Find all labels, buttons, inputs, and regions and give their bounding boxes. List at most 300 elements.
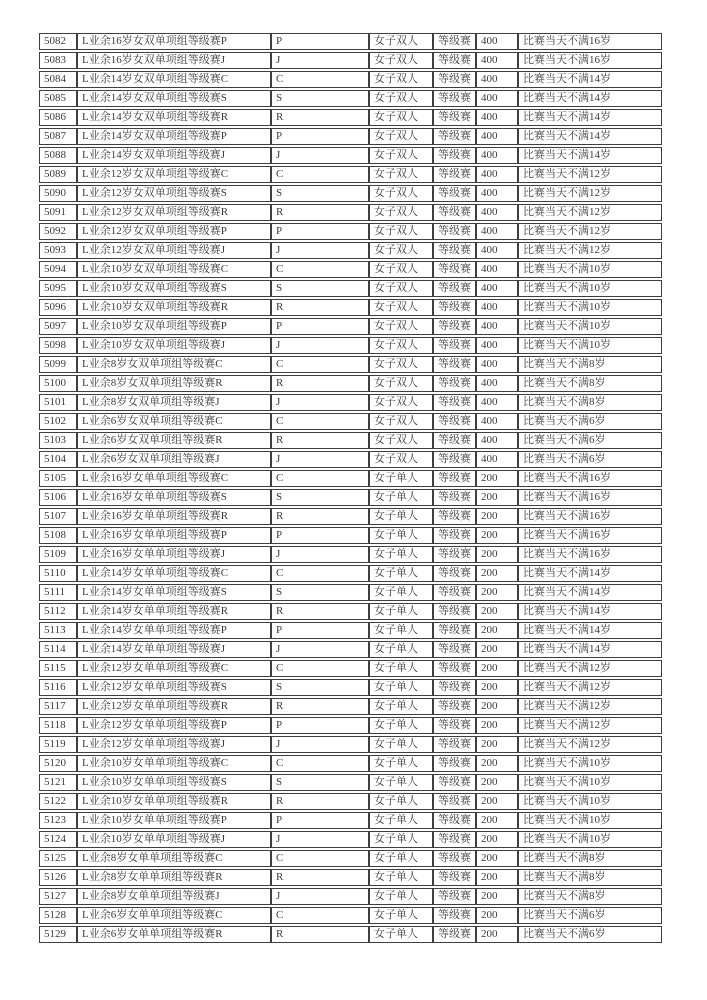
fee-cell: 200 <box>476 755 518 772</box>
level-code-cell: C <box>271 71 369 88</box>
category-cell: 女子单人 <box>369 546 433 563</box>
event-id-cell: 5122 <box>39 793 77 810</box>
event-name-cell: L业余12岁女单单项组等级赛S <box>77 679 271 696</box>
event-type-cell: 等级赛 <box>433 147 476 164</box>
table-row <box>39 185 662 202</box>
event-id-cell: 5118 <box>39 717 77 734</box>
category-cell: 女子双人 <box>369 451 433 468</box>
event-name-cell: L业余12岁女双单项组等级赛J <box>77 242 271 259</box>
age-requirement-cell: 比赛当天不满14岁 <box>518 90 662 107</box>
age-requirement-cell: 比赛当天不满10岁 <box>518 337 662 354</box>
event-id-cell: 5100 <box>39 375 77 392</box>
age-requirement-cell: 比赛当天不满10岁 <box>518 793 662 810</box>
event-type-cell: 等级赛 <box>433 679 476 696</box>
fee-cell: 200 <box>476 736 518 753</box>
level-code-cell: C <box>271 850 369 867</box>
category-cell: 女子单人 <box>369 831 433 848</box>
level-code-cell: J <box>271 641 369 658</box>
fee-cell: 400 <box>476 261 518 278</box>
category-cell: 女子单人 <box>369 489 433 506</box>
event-type-cell: 等级赛 <box>433 337 476 354</box>
event-name-cell: L业余14岁女双单项组等级赛S <box>77 90 271 107</box>
fee-cell: 400 <box>476 375 518 392</box>
level-code-cell: J <box>271 394 369 411</box>
event-id-cell: 5091 <box>39 204 77 221</box>
fee-cell: 200 <box>476 869 518 886</box>
age-requirement-cell: 比赛当天不满10岁 <box>518 774 662 791</box>
level-code-cell: R <box>271 204 369 221</box>
category-cell: 女子双人 <box>369 90 433 107</box>
fee-cell: 400 <box>476 223 518 240</box>
events-table <box>39 31 662 945</box>
event-name-cell: L业余16岁女单单项组等级赛C <box>77 470 271 487</box>
event-type-cell: 等级赛 <box>433 831 476 848</box>
event-name-cell: L业余6岁女双单项组等级赛C <box>77 413 271 430</box>
table-row <box>39 622 662 639</box>
event-name-cell: L业余16岁女单单项组等级赛S <box>77 489 271 506</box>
event-type-cell: 等级赛 <box>433 318 476 335</box>
category-cell: 女子单人 <box>369 641 433 658</box>
event-id-cell: 5111 <box>39 584 77 601</box>
table-row <box>39 299 662 316</box>
event-type-cell: 等级赛 <box>433 717 476 734</box>
age-requirement-cell: 比赛当天不满12岁 <box>518 223 662 240</box>
table-row <box>39 888 662 905</box>
event-type-cell: 等级赛 <box>433 565 476 582</box>
age-requirement-cell: 比赛当天不满16岁 <box>518 527 662 544</box>
event-type-cell: 等级赛 <box>433 109 476 126</box>
age-requirement-cell: 比赛当天不满8岁 <box>518 394 662 411</box>
event-id-cell: 5108 <box>39 527 77 544</box>
event-type-cell: 等级赛 <box>433 166 476 183</box>
age-requirement-cell: 比赛当天不满14岁 <box>518 71 662 88</box>
event-type-cell: 等级赛 <box>433 356 476 373</box>
category-cell: 女子单人 <box>369 793 433 810</box>
age-requirement-cell: 比赛当天不满12岁 <box>518 242 662 259</box>
age-requirement-cell: 比赛当天不满14岁 <box>518 584 662 601</box>
age-requirement-cell: 比赛当天不满12岁 <box>518 660 662 677</box>
event-type-cell: 等级赛 <box>433 850 476 867</box>
fee-cell: 200 <box>476 698 518 715</box>
event-id-cell: 5128 <box>39 907 77 924</box>
event-name-cell: L业余14岁女双单项组等级赛P <box>77 128 271 145</box>
category-cell: 女子单人 <box>369 812 433 829</box>
event-name-cell: L业余14岁女单单项组等级赛P <box>77 622 271 639</box>
category-cell: 女子双人 <box>369 71 433 88</box>
table-row <box>39 90 662 107</box>
event-type-cell: 等级赛 <box>433 90 476 107</box>
level-code-cell: R <box>271 603 369 620</box>
category-cell: 女子单人 <box>369 717 433 734</box>
event-name-cell: L业余12岁女单单项组等级赛R <box>77 698 271 715</box>
age-requirement-cell: 比赛当天不满16岁 <box>518 489 662 506</box>
event-type-cell: 等级赛 <box>433 508 476 525</box>
level-code-cell: P <box>271 622 369 639</box>
fee-cell: 400 <box>476 242 518 259</box>
age-requirement-cell: 比赛当天不满10岁 <box>518 299 662 316</box>
fee-cell: 200 <box>476 850 518 867</box>
table-row <box>39 774 662 791</box>
age-requirement-cell: 比赛当天不满12岁 <box>518 736 662 753</box>
event-type-cell: 等级赛 <box>433 204 476 221</box>
level-code-cell: S <box>271 280 369 297</box>
table-row <box>39 451 662 468</box>
fee-cell: 200 <box>476 907 518 924</box>
event-name-cell: L业余10岁女单单项组等级赛J <box>77 831 271 848</box>
level-code-cell: R <box>271 299 369 316</box>
category-cell: 女子单人 <box>369 527 433 544</box>
event-type-cell: 等级赛 <box>433 432 476 449</box>
table-row <box>39 584 662 601</box>
event-name-cell: L业余12岁女双单项组等级赛R <box>77 204 271 221</box>
category-cell: 女子单人 <box>369 888 433 905</box>
age-requirement-cell: 比赛当天不满14岁 <box>518 128 662 145</box>
event-id-cell: 5127 <box>39 888 77 905</box>
table-row <box>39 280 662 297</box>
category-cell: 女子双人 <box>369 166 433 183</box>
level-code-cell: J <box>271 451 369 468</box>
event-id-cell: 5092 <box>39 223 77 240</box>
table-row <box>39 565 662 582</box>
fee-cell: 200 <box>476 793 518 810</box>
event-name-cell: L业余10岁女双单项组等级赛S <box>77 280 271 297</box>
category-cell: 女子单人 <box>369 869 433 886</box>
level-code-cell: R <box>271 109 369 126</box>
category-cell: 女子双人 <box>369 109 433 126</box>
table-row <box>39 793 662 810</box>
event-name-cell: L业余14岁女双单项组等级赛J <box>77 147 271 164</box>
age-requirement-cell: 比赛当天不满6岁 <box>518 907 662 924</box>
level-code-cell: J <box>271 52 369 69</box>
age-requirement-cell: 比赛当天不满6岁 <box>518 413 662 430</box>
category-cell: 女子双人 <box>369 318 433 335</box>
event-type-cell: 等级赛 <box>433 375 476 392</box>
age-requirement-cell: 比赛当天不满12岁 <box>518 679 662 696</box>
fee-cell: 400 <box>476 299 518 316</box>
level-code-cell: P <box>271 527 369 544</box>
category-cell: 女子单人 <box>369 470 433 487</box>
event-type-cell: 等级赛 <box>433 394 476 411</box>
fee-cell: 200 <box>476 774 518 791</box>
table-row <box>39 375 662 392</box>
event-name-cell: L业余12岁女双单项组等级赛P <box>77 223 271 240</box>
event-type-cell: 等级赛 <box>433 546 476 563</box>
table-row <box>39 869 662 886</box>
event-type-cell: 等级赛 <box>433 812 476 829</box>
category-cell: 女子双人 <box>369 204 433 221</box>
category-cell: 女子双人 <box>369 261 433 278</box>
fee-cell: 400 <box>476 318 518 335</box>
age-requirement-cell: 比赛当天不满14岁 <box>518 147 662 164</box>
event-name-cell: L业余10岁女单单项组等级赛P <box>77 812 271 829</box>
level-code-cell: C <box>271 907 369 924</box>
fee-cell: 400 <box>476 90 518 107</box>
category-cell: 女子单人 <box>369 755 433 772</box>
event-type-cell: 等级赛 <box>433 907 476 924</box>
level-code-cell: R <box>271 869 369 886</box>
event-id-cell: 5123 <box>39 812 77 829</box>
event-name-cell: L业余14岁女单单项组等级赛S <box>77 584 271 601</box>
table-row <box>39 546 662 563</box>
event-type-cell: 等级赛 <box>433 128 476 145</box>
age-requirement-cell: 比赛当天不满10岁 <box>518 280 662 297</box>
event-id-cell: 5090 <box>39 185 77 202</box>
event-name-cell: L业余10岁女单单项组等级赛R <box>77 793 271 810</box>
level-code-cell: S <box>271 90 369 107</box>
table-row <box>39 356 662 373</box>
fee-cell: 200 <box>476 622 518 639</box>
table-row <box>39 242 662 259</box>
category-cell: 女子单人 <box>369 622 433 639</box>
fee-cell: 400 <box>476 337 518 354</box>
event-id-cell: 5095 <box>39 280 77 297</box>
event-id-cell: 5102 <box>39 413 77 430</box>
table-row <box>39 204 662 221</box>
event-name-cell: L业余10岁女双单项组等级赛C <box>77 261 271 278</box>
table-row <box>39 679 662 696</box>
age-requirement-cell: 比赛当天不满14岁 <box>518 109 662 126</box>
event-id-cell: 5120 <box>39 755 77 772</box>
event-id-cell: 5084 <box>39 71 77 88</box>
age-requirement-cell: 比赛当天不满8岁 <box>518 850 662 867</box>
event-type-cell: 等级赛 <box>433 660 476 677</box>
age-requirement-cell: 比赛当天不满8岁 <box>518 888 662 905</box>
event-name-cell: L业余10岁女双单项组等级赛P <box>77 318 271 335</box>
event-name-cell: L业余10岁女双单项组等级赛J <box>77 337 271 354</box>
age-requirement-cell: 比赛当天不满8岁 <box>518 869 662 886</box>
table-row <box>39 318 662 335</box>
event-type-cell: 等级赛 <box>433 584 476 601</box>
age-requirement-cell: 比赛当天不满14岁 <box>518 565 662 582</box>
event-id-cell: 5103 <box>39 432 77 449</box>
table-row <box>39 470 662 487</box>
level-code-cell: P <box>271 223 369 240</box>
event-id-cell: 5097 <box>39 318 77 335</box>
event-id-cell: 5107 <box>39 508 77 525</box>
event-name-cell: L业余16岁女双单项组等级赛P <box>77 33 271 50</box>
event-type-cell: 等级赛 <box>433 280 476 297</box>
event-type-cell: 等级赛 <box>433 223 476 240</box>
table-row <box>39 755 662 772</box>
category-cell: 女子双人 <box>369 356 433 373</box>
category-cell: 女子双人 <box>369 223 433 240</box>
event-id-cell: 5089 <box>39 166 77 183</box>
category-cell: 女子双人 <box>369 413 433 430</box>
event-type-cell: 等级赛 <box>433 755 476 772</box>
event-name-cell: L业余16岁女单单项组等级赛J <box>77 546 271 563</box>
level-code-cell: S <box>271 774 369 791</box>
category-cell: 女子双人 <box>369 185 433 202</box>
fee-cell: 200 <box>476 527 518 544</box>
event-name-cell: L业余8岁女双单项组等级赛R <box>77 375 271 392</box>
event-name-cell: L业余14岁女单单项组等级赛J <box>77 641 271 658</box>
table-row <box>39 527 662 544</box>
table-row <box>39 603 662 620</box>
event-name-cell: L业余12岁女双单项组等级赛C <box>77 166 271 183</box>
table-row <box>39 850 662 867</box>
category-cell: 女子双人 <box>369 299 433 316</box>
table-row <box>39 489 662 506</box>
event-name-cell: L业余6岁女单单项组等级赛R <box>77 926 271 943</box>
level-code-cell: P <box>271 318 369 335</box>
age-requirement-cell: 比赛当天不满16岁 <box>518 33 662 50</box>
category-cell: 女子双人 <box>369 128 433 145</box>
category-cell: 女子双人 <box>369 432 433 449</box>
level-code-cell: C <box>271 755 369 772</box>
event-name-cell: L业余8岁女单单项组等级赛C <box>77 850 271 867</box>
event-id-cell: 5088 <box>39 147 77 164</box>
event-name-cell: L业余10岁女单单项组等级赛S <box>77 774 271 791</box>
age-requirement-cell: 比赛当天不满10岁 <box>518 261 662 278</box>
level-code-cell: J <box>271 242 369 259</box>
event-id-cell: 5094 <box>39 261 77 278</box>
fee-cell: 200 <box>476 888 518 905</box>
level-code-cell: C <box>271 660 369 677</box>
event-name-cell: L业余16岁女双单项组等级赛J <box>77 52 271 69</box>
fee-cell: 400 <box>476 204 518 221</box>
level-code-cell: J <box>271 888 369 905</box>
event-id-cell: 5125 <box>39 850 77 867</box>
event-id-cell: 5124 <box>39 831 77 848</box>
category-cell: 女子单人 <box>369 698 433 715</box>
fee-cell: 400 <box>476 52 518 69</box>
age-requirement-cell: 比赛当天不满8岁 <box>518 375 662 392</box>
event-id-cell: 5085 <box>39 90 77 107</box>
event-id-cell: 5105 <box>39 470 77 487</box>
table-row <box>39 71 662 88</box>
fee-cell: 200 <box>476 926 518 943</box>
category-cell: 女子双人 <box>369 394 433 411</box>
age-requirement-cell: 比赛当天不满14岁 <box>518 622 662 639</box>
fee-cell: 400 <box>476 33 518 50</box>
level-code-cell: P <box>271 33 369 50</box>
event-id-cell: 5101 <box>39 394 77 411</box>
event-id-cell: 5115 <box>39 660 77 677</box>
table-row <box>39 147 662 164</box>
category-cell: 女子单人 <box>369 774 433 791</box>
event-id-cell: 5099 <box>39 356 77 373</box>
event-id-cell: 5121 <box>39 774 77 791</box>
category-cell: 女子单人 <box>369 736 433 753</box>
fee-cell: 400 <box>476 71 518 88</box>
event-type-cell: 等级赛 <box>433 622 476 639</box>
event-name-cell: L业余14岁女单单项组等级赛R <box>77 603 271 620</box>
age-requirement-cell: 比赛当天不满10岁 <box>518 831 662 848</box>
event-type-cell: 等级赛 <box>433 926 476 943</box>
event-name-cell: L业余8岁女单单项组等级赛J <box>77 888 271 905</box>
fee-cell: 400 <box>476 356 518 373</box>
event-id-cell: 5110 <box>39 565 77 582</box>
age-requirement-cell: 比赛当天不满12岁 <box>518 166 662 183</box>
age-requirement-cell: 比赛当天不满16岁 <box>518 508 662 525</box>
table-row <box>39 128 662 145</box>
category-cell: 女子单人 <box>369 565 433 582</box>
event-name-cell: L业余8岁女双单项组等级赛C <box>77 356 271 373</box>
level-code-cell: J <box>271 337 369 354</box>
event-name-cell: L业余10岁女双单项组等级赛R <box>77 299 271 316</box>
age-requirement-cell: 比赛当天不满12岁 <box>518 185 662 202</box>
event-type-cell: 等级赛 <box>433 299 476 316</box>
table-row <box>39 736 662 753</box>
category-cell: 女子双人 <box>369 147 433 164</box>
event-name-cell: L业余6岁女双单项组等级赛J <box>77 451 271 468</box>
age-requirement-cell: 比赛当天不满8岁 <box>518 356 662 373</box>
age-requirement-cell: 比赛当天不满10岁 <box>518 318 662 335</box>
event-name-cell: L业余6岁女单单项组等级赛C <box>77 907 271 924</box>
table-row <box>39 907 662 924</box>
event-type-cell: 等级赛 <box>433 71 476 88</box>
age-requirement-cell: 比赛当天不满6岁 <box>518 432 662 449</box>
event-name-cell: L业余14岁女双单项组等级赛R <box>77 109 271 126</box>
event-id-cell: 5106 <box>39 489 77 506</box>
event-type-cell: 等级赛 <box>433 242 476 259</box>
table-row <box>39 831 662 848</box>
table-row <box>39 698 662 715</box>
category-cell: 女子单人 <box>369 907 433 924</box>
table-row <box>39 641 662 658</box>
event-id-cell: 5087 <box>39 128 77 145</box>
level-code-cell: J <box>271 546 369 563</box>
event-id-cell: 5093 <box>39 242 77 259</box>
fee-cell: 200 <box>476 565 518 582</box>
event-id-cell: 5129 <box>39 926 77 943</box>
event-id-cell: 5126 <box>39 869 77 886</box>
fee-cell: 400 <box>476 451 518 468</box>
event-type-cell: 等级赛 <box>433 698 476 715</box>
level-code-cell: R <box>271 432 369 449</box>
event-name-cell: L业余16岁女单单项组等级赛P <box>77 527 271 544</box>
event-id-cell: 5098 <box>39 337 77 354</box>
event-name-cell: L业余12岁女单单项组等级赛J <box>77 736 271 753</box>
event-id-cell: 5083 <box>39 52 77 69</box>
age-requirement-cell: 比赛当天不满6岁 <box>518 451 662 468</box>
table-row <box>39 261 662 278</box>
fee-cell: 400 <box>476 280 518 297</box>
event-type-cell: 等级赛 <box>433 470 476 487</box>
table-row <box>39 109 662 126</box>
event-id-cell: 5112 <box>39 603 77 620</box>
table-row <box>39 413 662 430</box>
category-cell: 女子单人 <box>369 926 433 943</box>
event-name-cell: L业余12岁女双单项组等级赛S <box>77 185 271 202</box>
fee-cell: 200 <box>476 679 518 696</box>
fee-cell: 200 <box>476 470 518 487</box>
age-requirement-cell: 比赛当天不满10岁 <box>518 755 662 772</box>
level-code-cell: S <box>271 584 369 601</box>
age-requirement-cell: 比赛当天不满16岁 <box>518 546 662 563</box>
category-cell: 女子双人 <box>369 52 433 69</box>
event-type-cell: 等级赛 <box>433 774 476 791</box>
table-row <box>39 223 662 240</box>
event-id-cell: 5117 <box>39 698 77 715</box>
event-type-cell: 等级赛 <box>433 603 476 620</box>
table-row <box>39 52 662 69</box>
event-id-cell: 5116 <box>39 679 77 696</box>
age-requirement-cell: 比赛当天不满12岁 <box>518 698 662 715</box>
event-name-cell: L业余14岁女双单项组等级赛C <box>77 71 271 88</box>
event-name-cell: L业余8岁女单单项组等级赛R <box>77 869 271 886</box>
event-name-cell: L业余14岁女单单项组等级赛C <box>77 565 271 582</box>
age-requirement-cell: 比赛当天不满10岁 <box>518 812 662 829</box>
table-row <box>39 717 662 734</box>
age-requirement-cell: 比赛当天不满12岁 <box>518 204 662 221</box>
level-code-cell: C <box>271 413 369 430</box>
table-row <box>39 337 662 354</box>
fee-cell: 400 <box>476 413 518 430</box>
event-name-cell: L业余8岁女双单项组等级赛J <box>77 394 271 411</box>
level-code-cell: S <box>271 185 369 202</box>
fee-cell: 200 <box>476 584 518 601</box>
